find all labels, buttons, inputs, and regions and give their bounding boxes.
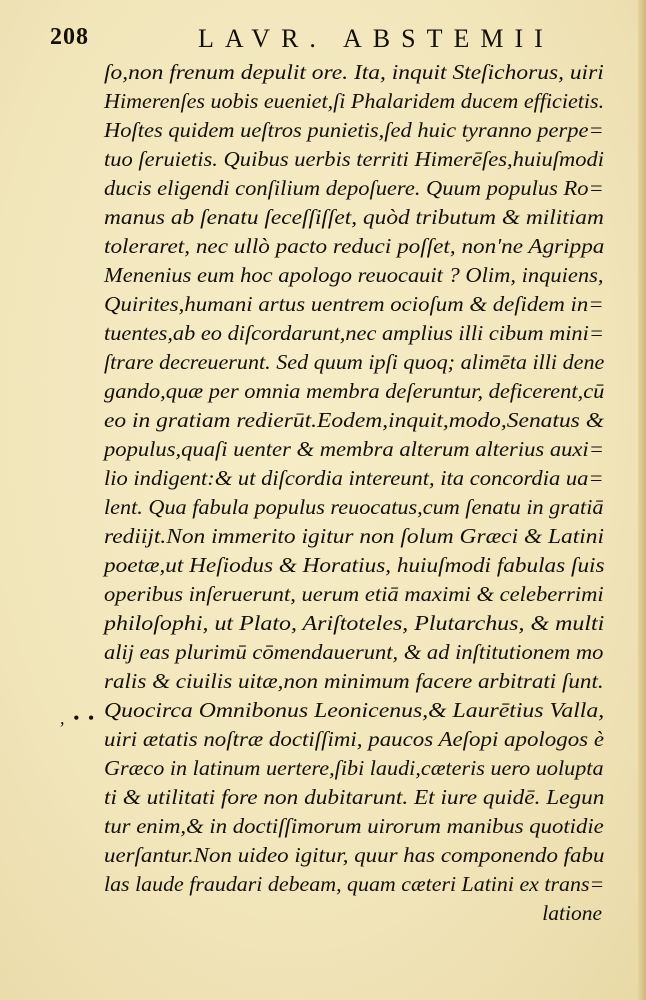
page-edge (638, 0, 646, 1000)
text-line: toleraret, nec ullò pacto reduci poſſet, non'ne Agrippa (104, 234, 605, 258)
text-line: tuo ſeruietis. Quibus uerbis territi Himerēſes,huiuſmodi (104, 147, 605, 171)
text-line: ti & utilitati fore non dubitarunt. Et iure quidē. Legun (104, 785, 605, 809)
text-line: Menenius eum hoc apologo reuocauit ? Olim, inquiens, (104, 263, 604, 287)
text-line: las laude fraudari debeam, quam cæteri Latini ex trans= (104, 872, 605, 896)
catchword-line: latione (542, 901, 602, 925)
running-head-title: LAVR. ABSTEMII (198, 24, 554, 53)
text-line: operibus inſeruerunt, uerum etiā maximi & celeberrimi (104, 582, 604, 606)
text-line: poetæ,ut Heſiodus & Horatius, huiuſmodi fabulas ſuis (104, 553, 605, 577)
text-line: eo in gratiam redierūt.Eodem,inquit,modo,Senatus & (104, 408, 604, 432)
text-line: tur enim,& in doctiſſimorum uirorum manibus quotidie (104, 814, 604, 838)
marginal-mark: , • • (60, 708, 97, 728)
text-line: uerſantur.Non uideo igitur, quur has componendo fabu (104, 843, 605, 867)
text-line: Quocirca Omnibonus Leonicenus,& Laurētius Valla, (104, 698, 605, 722)
text-line: Hoſtes quidem ueſtros punietis,ſed huic tyranno perpe= (104, 118, 604, 142)
text-line: Quirites,humani artus uentrem ocioſum & deſidem in= (104, 292, 604, 316)
text-line: Himerenſes uobis eueniet,ſi Phalaridem ducem efficietis. (104, 89, 605, 113)
running-head (50, 22, 590, 58)
text-line: ducis eligendi conſilium depoſuere. Quum populus Ro= (104, 176, 604, 200)
text-line: philoſophi, ut Plato, Ariſtoteles, Plutarchus, & multi (104, 611, 605, 635)
text-line: rediijt.Non immerito igitur non ſolum Græci & Latini (104, 524, 604, 548)
text-line: ſo,non frenum depulit ore. Ita, inquit Steſichorus, uiri (104, 60, 604, 84)
text-line: ſtrare decreuerunt. Sed quum ipſi quoq; alimēta illi dene (104, 350, 605, 374)
text-block (104, 58, 604, 928)
text-line: ralis & ciuilis uitæ,non minimum facere arbitrati ſunt. (104, 669, 604, 693)
text-line: uiri ætatis noſtræ doctiſſimi, paucos Aeſopi apologos è (104, 727, 605, 751)
text-line: manus ab ſenatu ſeceſſiſſet, quòd tributum & militiam (104, 205, 604, 229)
text-line: lent. Qua fabula populus reuocatus,cum ſenatu in gratiā (104, 495, 604, 519)
text-line: gando,quæ per omnia membra deſeruntur, deficerent,cū (104, 379, 605, 403)
page-number: 208 (50, 24, 89, 50)
text-line: lio indigent:& ut diſcordia intereunt, ita concordia ua= (104, 466, 604, 490)
text-line: tuentes,ab eo diſcordarunt,nec amplius illi cibum mini= (104, 321, 604, 345)
text-line: alij eas plurimū cōmendauerunt, & ad inſtitutionem mo (104, 640, 604, 664)
text-line: populus,quaſi uenter & membra alterum alterius auxi= (104, 437, 604, 461)
text-line: Græco in latinum uertere,ſibi laudi,cæteris uero uolupta (104, 756, 604, 780)
